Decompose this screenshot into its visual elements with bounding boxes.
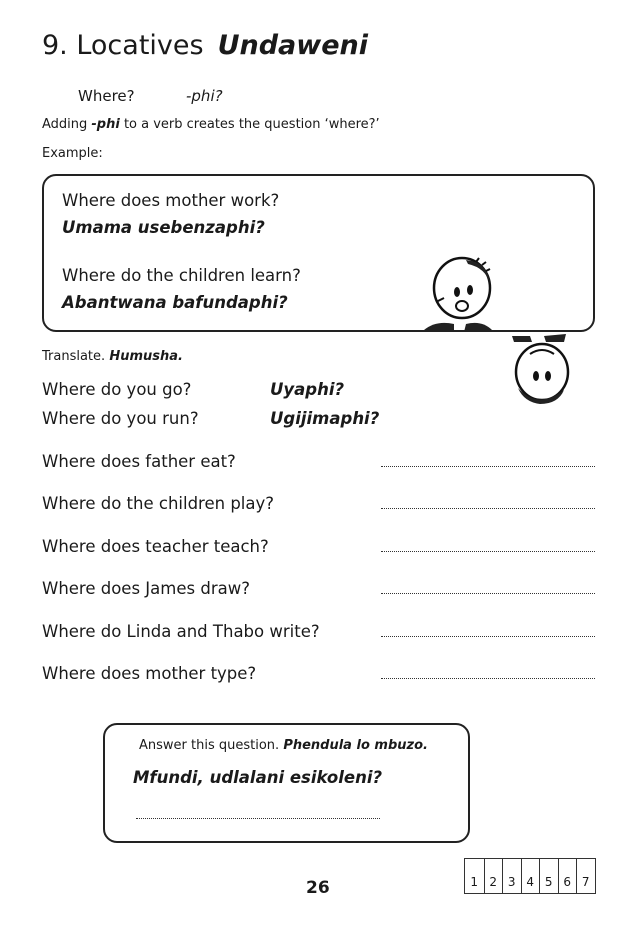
question-2: Where do the children play? xyxy=(42,494,275,513)
grade-box: 1 xyxy=(470,875,479,889)
example-q1-english: Where does mother work? xyxy=(62,191,280,210)
sample-row xyxy=(42,380,191,399)
page-title xyxy=(42,30,368,61)
grade-box: 5 xyxy=(539,859,558,893)
example-label: Example: xyxy=(42,146,103,161)
grade-box: 4 xyxy=(521,859,540,893)
lesson-number: 9. Locatives xyxy=(42,30,204,61)
page-number: 26 xyxy=(306,878,330,898)
grade-box: 2 xyxy=(484,859,503,893)
question-3: Where does teacher teach? xyxy=(42,537,269,556)
upside-down-character-icon xyxy=(508,332,574,408)
translate-label: Translate. Humusha. xyxy=(42,349,183,364)
answer-line-6[interactable] xyxy=(381,678,595,679)
sample-english: Where do you go? xyxy=(42,380,192,399)
grade-box: 6 xyxy=(558,859,577,893)
question-4: Where does James draw? xyxy=(42,579,250,598)
answer-line-final[interactable] xyxy=(136,818,380,819)
sample-english: Where do you run? xyxy=(42,409,199,428)
cartoon-character-icon xyxy=(416,254,500,336)
answer-instruction: Answer this question. Phendula lo mbuzo. xyxy=(139,738,428,753)
question-6: Where does mother type? xyxy=(42,664,257,683)
grade-boxes xyxy=(464,858,596,894)
answer-line-5[interactable] xyxy=(381,636,595,637)
where-english: Where? xyxy=(78,87,135,105)
answer-question: Mfundi, udlalani esikoleni? xyxy=(133,768,383,787)
question-1: Where does father eat? xyxy=(42,452,236,471)
example-q1-zulu: Umama usebenzaphi? xyxy=(62,218,265,237)
grade-box: 7 xyxy=(576,859,595,893)
answer-line-2[interactable] xyxy=(381,508,595,509)
sample-zulu: Ugijimaphi? xyxy=(270,409,380,428)
rule-suffix: -phi xyxy=(91,117,120,132)
example-q2-zulu: Abantwana bafundaphi? xyxy=(62,293,288,312)
grade-box: 3 xyxy=(502,859,521,893)
rule-text: Adding -phi to a verb creates the question ‘where?’ xyxy=(42,117,380,132)
question-5: Where do Linda and Thabo write? xyxy=(42,622,320,641)
sample-row xyxy=(42,409,199,428)
answer-line-3[interactable] xyxy=(381,551,595,552)
where-suffix: -phi? xyxy=(186,87,223,105)
example-q2-english: Where do the children learn? xyxy=(62,266,301,285)
answer-line-4[interactable] xyxy=(381,593,595,594)
lesson-title-zulu: Undaweni xyxy=(217,30,369,61)
sample-zulu: Uyaphi? xyxy=(270,380,345,399)
answer-line-1[interactable] xyxy=(381,466,595,467)
